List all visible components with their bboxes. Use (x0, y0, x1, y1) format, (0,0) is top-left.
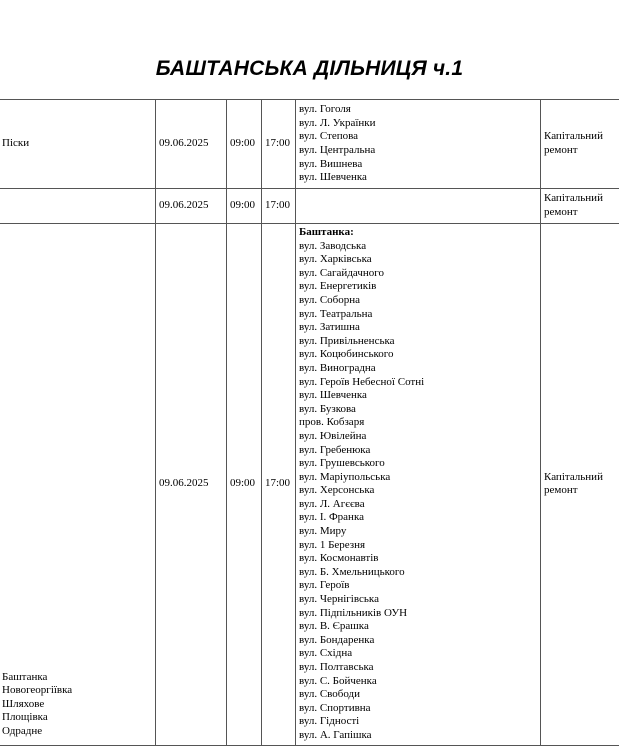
work-type-cell: Капітальний ремонт (541, 100, 619, 189)
street-item: вул. Бондаренка (299, 634, 537, 648)
street-item: вул. Миру (299, 525, 537, 539)
work-type-cell: Капітальний ремонт (541, 224, 619, 746)
street-item: вул. Гідності (299, 715, 537, 729)
street-item: вул. Шевченка (299, 171, 537, 185)
street-item: вул. 1 Березня (299, 539, 537, 553)
start-time-cell: 09:00 (227, 189, 262, 224)
table-row (0, 100, 619, 189)
locality-name: Площівка (2, 711, 152, 725)
street-item: вул. Центральна (299, 144, 537, 158)
outage-schedule-table (0, 99, 619, 746)
street-item: вул. Космонавтів (299, 552, 537, 566)
locality-name: Шляхове (2, 698, 152, 712)
street-item: вул. Степова (299, 130, 537, 144)
table-row (0, 224, 619, 746)
street-item: вул. В. Єрашка (299, 620, 537, 634)
date-cell: 09.06.2025 (156, 189, 227, 224)
street-item: вул. Маріупольська (299, 471, 537, 485)
locality-name: Новогеоргіївка (2, 684, 152, 698)
street-item: вул. А. Гапішка (299, 729, 537, 743)
street-item: вул. С. Бойченка (299, 675, 537, 689)
streets-cell (296, 189, 541, 224)
street-item: вул. І. Франка (299, 511, 537, 525)
end-time-cell: 17:00 (262, 224, 296, 746)
locality-cell (0, 100, 156, 189)
street-item: вул. Ювілейна (299, 430, 537, 444)
street-item: пров. Кобзаря (299, 416, 537, 430)
start-time-cell: 09:00 (227, 100, 262, 189)
street-item: вул. Сагайдачного (299, 267, 537, 281)
street-item: вул. Підпільників ОУН (299, 607, 537, 621)
street-item: вул. Героїв Небесної Сотні (299, 376, 537, 390)
street-item: вул. Гребенюка (299, 444, 537, 458)
street-item: вул. Театральна (299, 308, 537, 322)
locality-cell (0, 224, 156, 746)
end-time-cell: 17:00 (262, 189, 296, 224)
street-item: вул. Героїв (299, 579, 537, 593)
end-time-cell: 17:00 (262, 100, 296, 189)
street-item: вул. Соборна (299, 294, 537, 308)
streets-cell (296, 224, 541, 746)
street-item: вул. Б. Хмельницького (299, 566, 537, 580)
locality-cell (0, 189, 156, 224)
street-item: вул. Грушевського (299, 457, 537, 471)
street-item: вул. Енергетиків (299, 280, 537, 294)
table-row (0, 189, 619, 224)
street-item: вул. Л. Українки (299, 117, 537, 131)
street-item: вул. Л. Агєєва (299, 498, 537, 512)
street-item: вул. Заводська (299, 240, 537, 254)
street-item: вул. Шевченка (299, 389, 537, 403)
streets-cell (296, 100, 541, 189)
street-item: вул. Чернігівська (299, 593, 537, 607)
street-item: вул. Затишна (299, 321, 537, 335)
street-item: вул. Гоголя (299, 103, 537, 117)
street-item: вул. Свободи (299, 688, 537, 702)
street-item: вул. Східна (299, 647, 537, 661)
street-item: вул. Харківська (299, 253, 537, 267)
locality-name: Піски (2, 137, 152, 151)
street-item: вул. Бузкова (299, 403, 537, 417)
street-item: вул. Полтавська (299, 661, 537, 675)
locality-name: Баштанка (2, 671, 152, 685)
street-item: вул. Привільненська (299, 335, 537, 349)
street-item: вул. Виноградна (299, 362, 537, 376)
start-time-cell: 09:00 (227, 224, 262, 746)
street-item: вул. Херсонська (299, 484, 537, 498)
locality-name: Одрадне (2, 725, 152, 739)
work-type-cell: Капітальний ремонт (541, 189, 619, 224)
street-item: вул. Коцюбинського (299, 348, 537, 362)
date-cell: 09.06.2025 (156, 224, 227, 746)
locality-heading: Баштанка: (299, 226, 537, 240)
street-item: вул. Спортивна (299, 702, 537, 716)
date-cell: 09.06.2025 (156, 100, 227, 189)
street-item: вул. Вишнева (299, 158, 537, 172)
page-title: БАШТАНСЬКА ДІЛЬНИЦЯ ч.1 (0, 57, 619, 81)
